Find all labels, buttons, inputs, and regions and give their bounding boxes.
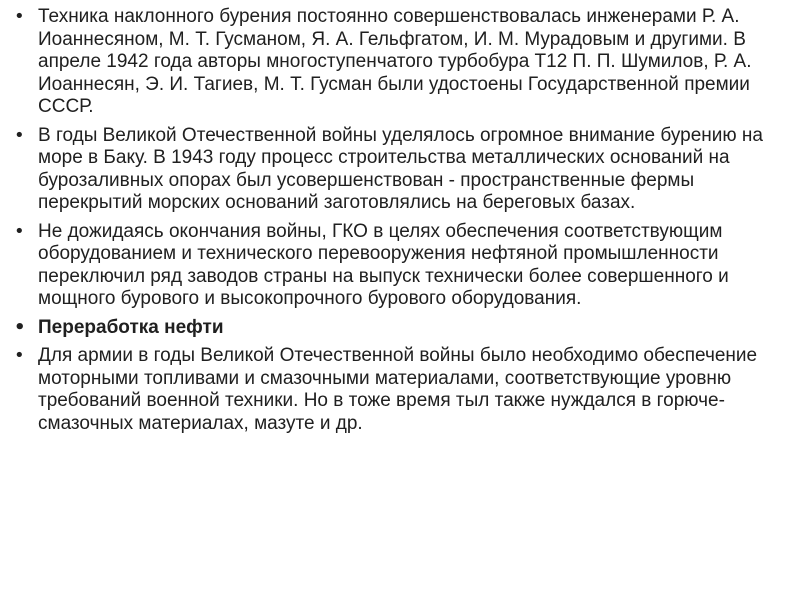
bullet-icon: • xyxy=(14,124,25,146)
paragraph-text: Для армии в годы Великой Отечественной войны было необходимо обеспечение моторными топливами и смазочными материалами, соответствующие уровню требований военной техники. Но в тоже время тыл также нуждался в горюче-смазочных материалах, мазуте и др. xyxy=(38,345,758,434)
bullet-paragraph-1 xyxy=(14,6,794,119)
paragraph-text: Техника наклонного бурения постоянно совершенствовалась инженерами Р. А. Иоаннесяном, М. Т. Гусманом, Я. А. Гельфгатом, И. М. Мурадовым и другими. В апреле 1942 года авторы многоступенчатого турбобура Т12 П. П. Шумилов, Р. А. Иоаннесян, Э. И. Тагиев, М. Т. Гусман были удостоены Государственной премии СССР. xyxy=(38,6,752,117)
heading-text: Переработка нефти xyxy=(38,316,224,338)
bullet-icon: • xyxy=(14,345,25,366)
bullet-paragraph-2 xyxy=(14,125,794,215)
bullet-paragraph-3 xyxy=(14,221,794,311)
bullet-icon: • xyxy=(14,220,25,242)
bullet-icon: • xyxy=(14,316,26,338)
bullet-paragraph-5 xyxy=(14,345,794,435)
paragraph-text: Не дожидаясь окончания войны, ГКО в целях обеспечения соответствующим оборудованием и технического перевооружения нефтяной промышленности переключил ряд заводов страны на выпуск технически более совершенного и мощного бурового и высокопрочного бурового оборудования. xyxy=(38,220,729,309)
bullet-list xyxy=(14,6,794,441)
bullet-icon: • xyxy=(14,6,25,27)
paragraph-text: В годы Великой Отечественной войны уделялось огромное внимание бурению на море в Баку. В 1943 году процесс строительства металлических оснований на бурозаливных опорах был усовершенствован - пространственные фермы перекрытий морских оснований заготовлялись на береговых базах. xyxy=(38,124,763,213)
section-heading-oil-refining xyxy=(14,317,794,340)
